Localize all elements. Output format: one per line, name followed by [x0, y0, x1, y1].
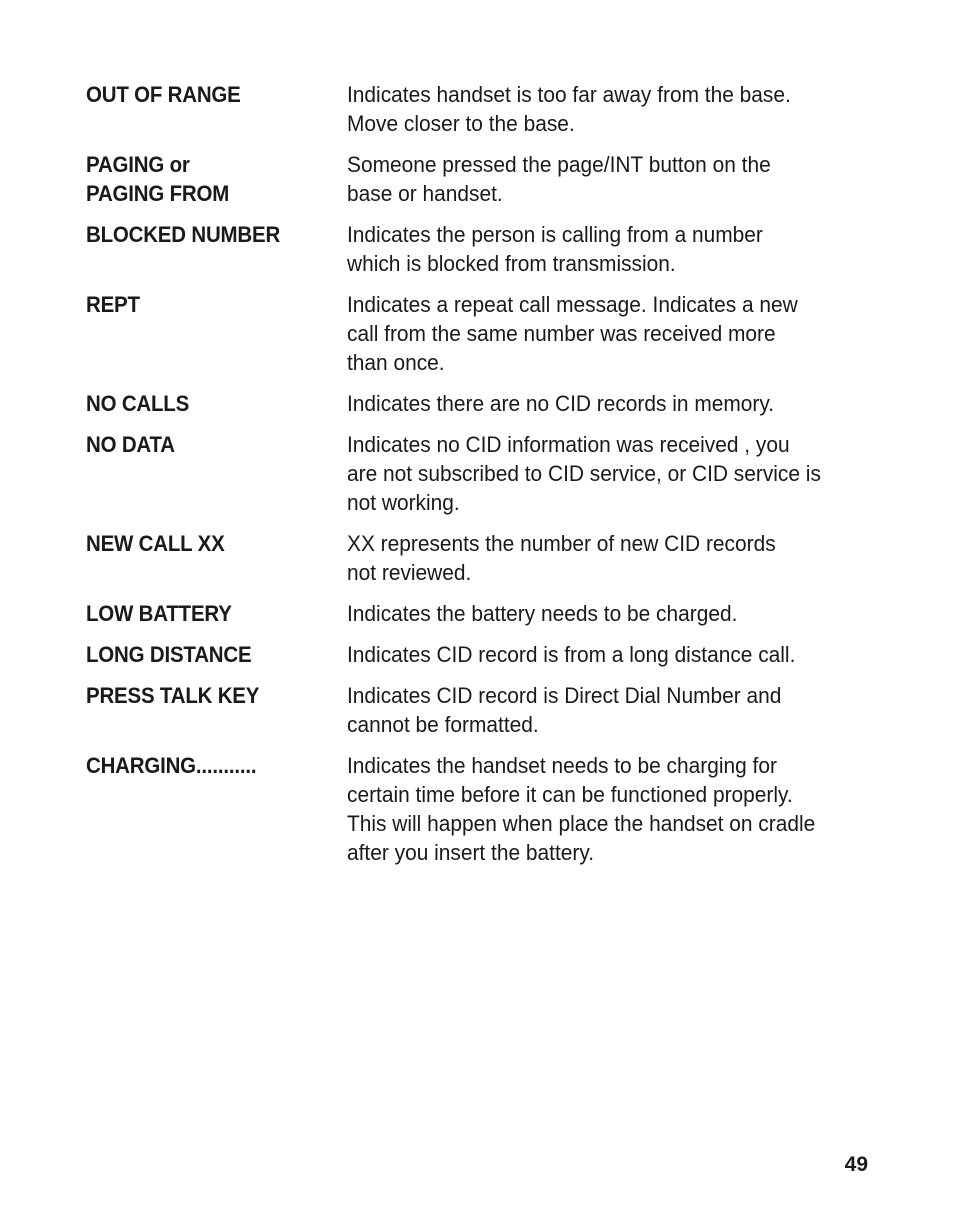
entry-description: Indicates a repeat call message. Indicates a new call from the same number was received more than once.: [347, 292, 798, 375]
page-number: 49: [844, 1153, 868, 1176]
entry-description: Someone pressed the page/INT button on the base or handset.: [347, 152, 771, 206]
entry-term: PRESS TALK KEY: [86, 683, 260, 708]
entry-description: Indicates the battery needs to be charged.: [347, 601, 738, 626]
entry-description: Indicates no CID information was received , you are not subscribed to CID service, or CID service is not working.: [347, 432, 821, 515]
entry-term: OUT OF RANGE: [86, 82, 241, 107]
entry-out-of-range: [86, 80, 876, 138]
entry-description: Indicates handset is too far away from the base. Move closer to the base.: [347, 82, 791, 136]
entry-term: PAGING or PAGING FROM: [86, 152, 230, 206]
entry-blocked-number: [86, 220, 876, 278]
entry-rept: [86, 290, 876, 377]
entry-description: Indicates CID record is from a long distance call.: [347, 642, 796, 667]
entry-term: REPT: [86, 292, 140, 317]
entry-term: NO CALLS: [86, 391, 190, 416]
entry-long-distance: [86, 640, 876, 669]
entry-term: CHARGING...........: [86, 753, 257, 778]
entry-charging: [86, 751, 876, 867]
entry-term: LONG DISTANCE: [86, 642, 252, 667]
entry-description: Indicates the handset needs to be charging for certain time before it can be functioned properly. This will happen when place the handset on cradle after you insert the battery.: [347, 753, 816, 865]
entry-description: XX represents the number of new CID records not reviewed.: [347, 531, 776, 585]
entry-term: NEW CALL XX: [86, 531, 225, 556]
entry-description: Indicates there are no CID records in memory.: [347, 391, 775, 416]
entry-term: NO DATA: [86, 432, 175, 457]
entry-press-talk-key: [86, 681, 876, 739]
entry-term: BLOCKED NUMBER: [86, 222, 281, 247]
entry-low-battery: [86, 599, 876, 628]
entry-description: Indicates CID record is Direct Dial Number and cannot be formatted.: [347, 683, 782, 737]
display-messages-list: [86, 80, 876, 879]
entry-paging: [86, 150, 876, 208]
entry-no-data: [86, 430, 876, 517]
entry-term: LOW BATTERY: [86, 601, 232, 626]
entry-new-call-xx: [86, 529, 876, 587]
entry-description: Indicates the person is calling from a number which is blocked from transmission.: [347, 222, 763, 276]
entry-no-calls: [86, 389, 876, 418]
